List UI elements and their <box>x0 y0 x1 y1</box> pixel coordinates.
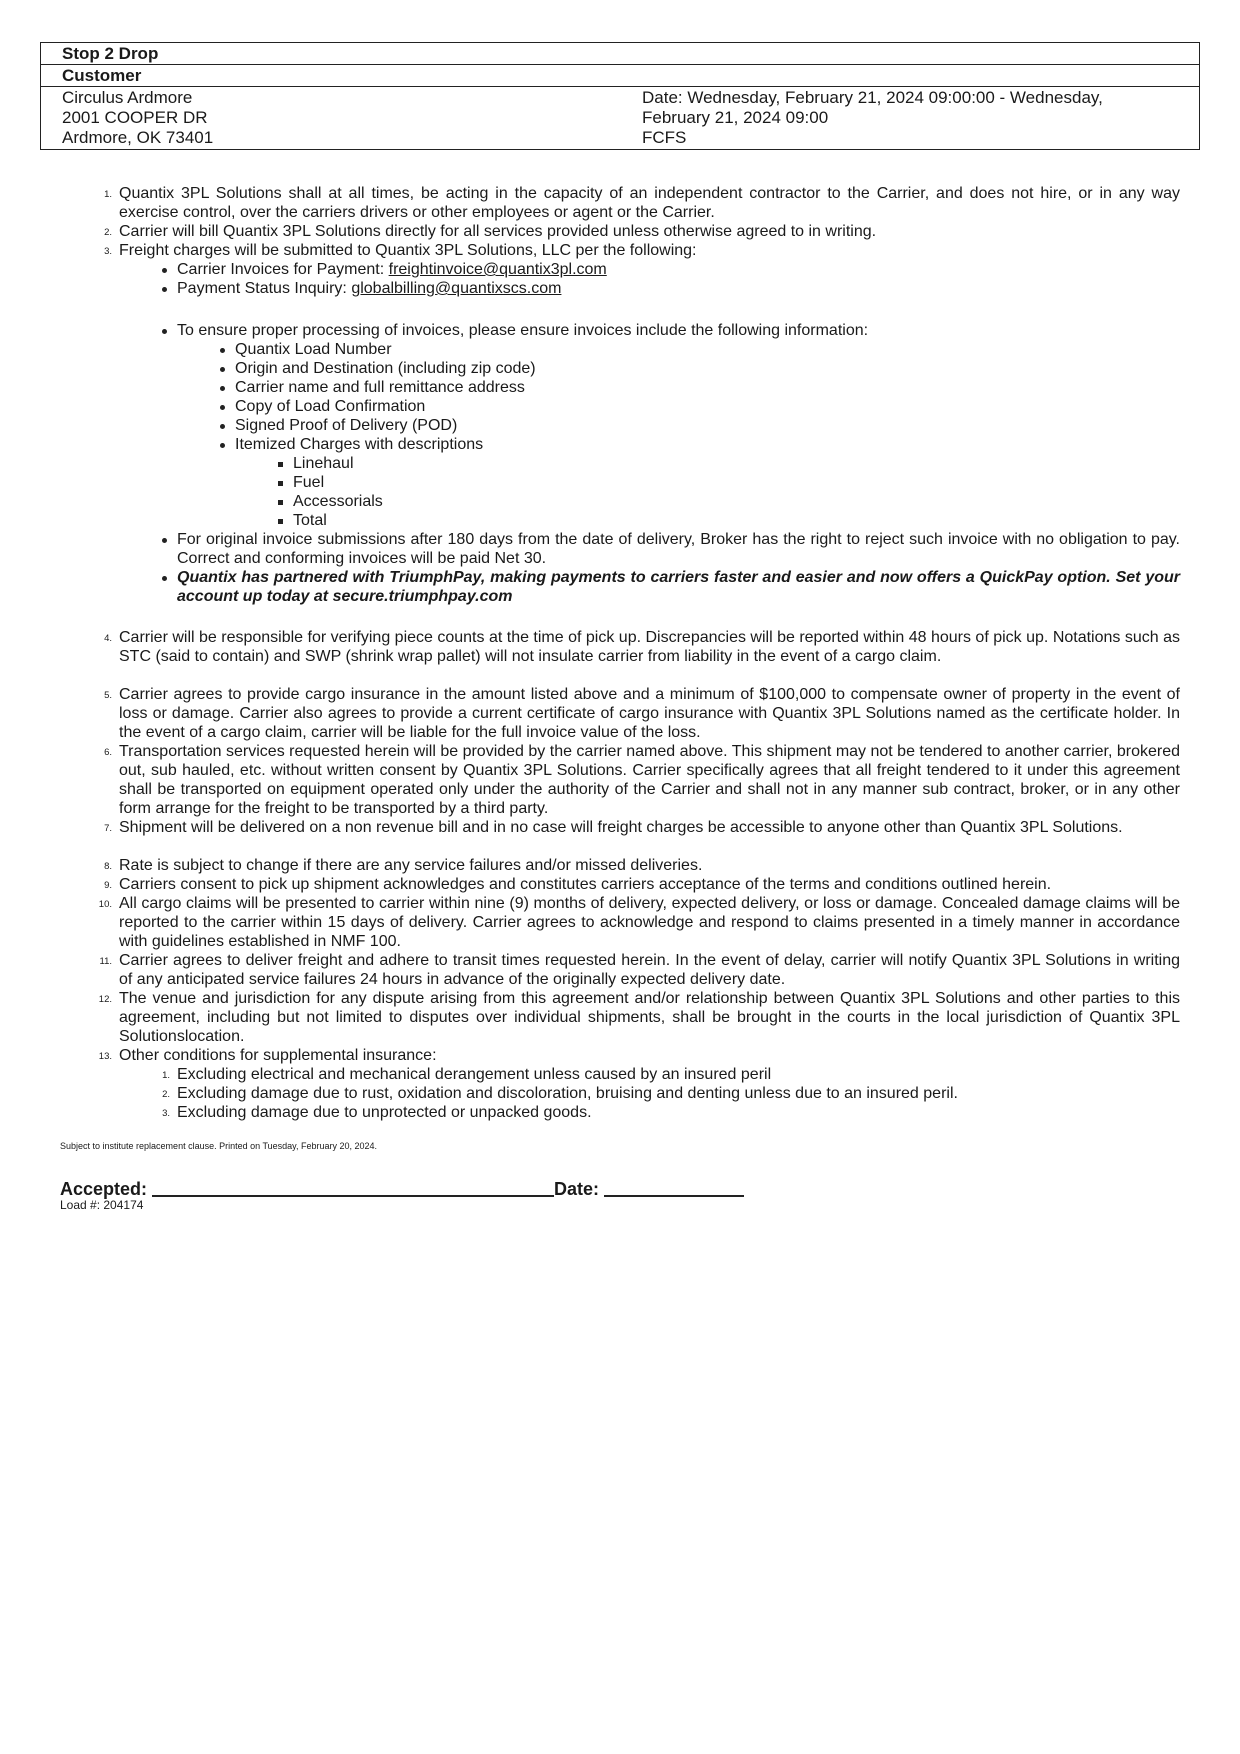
term-number: 4. <box>104 633 112 644</box>
term-text: All cargo claims will be presented to carrier within nine (9) months of delivery, expected delivery, or loss or damage. Concealed damage claims will be reported to the carrier within 15 days of delivery. Carrier agrees to acknowledge and respond to claims presented in a timely manner in accordance with guidelines established in NMF 100. <box>119 895 1180 950</box>
term-number: 5. <box>104 690 112 701</box>
bullet <box>220 348 225 353</box>
term-text: Freight charges will be submitted to Quantix 3PL Solutions, LLC per the following: <box>119 242 697 259</box>
appointment-type: FCFS <box>642 128 687 147</box>
address-line-1: 2001 COOPER DR <box>62 108 208 127</box>
bullet <box>162 329 167 334</box>
bullet <box>220 424 225 429</box>
term-text: Shipment will be delivered on a non revenue bill and in no case will freight charges be accessible to anyone other than Quantix 3PL Solutions. <box>119 819 1123 836</box>
term-text: Carrier agrees to deliver freight and adhere to transit times requested herein. In the event of delay, carrier will notify Quantix 3PL Solutions in writing of any anticipated service failures 24 hours in advance of the originally expected delivery date. <box>119 952 1180 988</box>
section-heading: Customer <box>41 65 1199 87</box>
term-number: 10. <box>98 899 112 910</box>
sub-number: 2. <box>162 1089 170 1100</box>
term-text: Carrier will bill Quantix 3PL Solutions directly for all services provided unless otherwise agreed to in writing. <box>119 223 877 240</box>
date-line-2: February 21, 2024 09:00 <box>642 108 829 127</box>
term-text: Quantix 3PL Solutions shall at all times, be acting in the capacity of an independent contractor to the Carrier, and does not hire, or in any way exercise control, over the carriers drivers or other employees or agent or the Carrier. <box>119 185 1180 221</box>
term-number: 3. <box>104 246 112 257</box>
charge-item: Linehaul <box>293 455 354 472</box>
invoice-email-link[interactable]: freightinvoice@quantix3pl.com <box>388 261 607 278</box>
term-text: The venue and jurisdiction for any dispute arising from this agreement and/or relationship between Quantix 3PL Solutions and other parties to this agreement, including but not limited to disputes over individual shipments, shall be brought in the courts in the local jurisdiction of Quantix 3PL Solutionslocation. <box>119 990 1180 1045</box>
insurance-condition: Excluding damage due to rust, oxidation and discoloration, bruising and denting unless due to an insured peril. <box>177 1085 958 1102</box>
customer-name: Circulus Ardmore <box>62 88 193 107</box>
charge-item: Fuel <box>293 474 325 491</box>
info-item: Carrier name and full remittance address <box>235 379 525 396</box>
invoice-contact <box>177 260 607 279</box>
status-label: Payment Status Inquiry: <box>177 280 352 297</box>
sub-number: 1. <box>162 1070 170 1081</box>
bullet <box>278 462 283 467</box>
info-item: Quantix Load Number <box>235 341 392 358</box>
signature-field[interactable] <box>152 1194 554 1197</box>
original-invoice-text: For original invoice submissions after 180 days from the date of delivery, Broker has the right to reject such invoice with no obligation to pay. Correct and conforming invoices will be paid Net 30. <box>177 531 1180 567</box>
bullet <box>162 287 167 292</box>
bullet <box>220 443 225 448</box>
term-number: 12. <box>98 994 112 1005</box>
info-item: Copy of Load Confirmation <box>235 398 426 415</box>
term-number: 2. <box>104 227 112 238</box>
term-number: 7. <box>104 823 112 834</box>
bullet <box>220 405 225 410</box>
customer-address <box>62 88 642 148</box>
term-number: 13. <box>98 1051 112 1062</box>
stop-table <box>40 42 1200 150</box>
address-line-2: Ardmore, OK 73401 <box>62 128 214 147</box>
term-text: Carrier will be responsible for verifying piece counts at the time of pick up. Discrepancies will be reported within 48 hours of pick up. Notations such as STC (said to contain) and SWP (shrink wrap pallet) will not insulate carrier from liability in the event of a cargo claim. <box>119 629 1180 665</box>
term-text: Other conditions for supplemental insurance: <box>119 1047 437 1064</box>
invoice-label: Carrier Invoices for Payment: <box>177 261 389 278</box>
ensure-text: To ensure proper processing of invoices, please ensure invoices include the following information: <box>177 322 869 339</box>
status-email-link[interactable]: globalbilling@quantixscs.com <box>351 280 562 297</box>
term-text: Transportation services requested herein will be provided by the carrier named above. This shipment may not be tendered to another carrier, brokered out, sub hauled, etc. without written consent by Quantix 3PL Solutions. Carrier specifically agrees that all freight tendered to it under this agreement shall be transported on equipment operated only under the authority of the Carrier and shall not in any manner sub contract, broker, or in any other form arrange for the freight to be transported by a third party. <box>119 743 1181 817</box>
date-field[interactable] <box>604 1194 744 1197</box>
term-number: 8. <box>104 861 112 872</box>
charge-item: Total <box>293 512 327 529</box>
term-number: 6. <box>104 747 112 758</box>
bullet <box>278 481 283 486</box>
bullet <box>162 576 167 581</box>
triumphpay-notice: Quantix has partnered with TriumphPay, making payments to carriers faster and easier and now offers a QuickPay option. Set your account up today at secure.triumphpay.com <box>177 569 1180 605</box>
term-number: 1. <box>104 189 112 200</box>
info-item: Origin and Destination (including zip code) <box>235 360 536 377</box>
term-text: Rate is subject to change if there are any service failures and/or missed deliveries. <box>119 857 703 874</box>
term-text: Carrier agrees to provide cargo insurance in the amount listed above and a minimum of $100,000 to compensate owner of property in the event of loss or damage. Carrier also agrees to provide a current certificate of cargo insurance with Quantix 3PL Solutions named as the certificate holder. In the event of a cargo claim, carrier will be liable for the full invoice value of the loss. <box>119 686 1180 741</box>
term-text: Carriers consent to pick up shipment acknowledges and constitutes carriers acceptance of the terms and conditions outlined herein. <box>119 876 1052 893</box>
stop-title: Stop 2 Drop <box>41 43 1199 65</box>
accepted-label: Accepted: <box>60 1179 148 1199</box>
term-number: 11. <box>99 956 112 967</box>
term-number: 9. <box>104 880 112 891</box>
stop-details <box>41 87 1199 149</box>
bullet <box>162 538 167 543</box>
insurance-condition: Excluding damage due to unprotected or unpacked goods. <box>177 1104 592 1121</box>
fine-print: Subject to institute replacement clause. Printed on Tuesday, February 20, 2024. <box>60 1141 378 1151</box>
signature-line <box>60 1179 744 1200</box>
bullet <box>278 500 283 505</box>
delivery-window <box>642 88 1182 148</box>
date-line-1: Date: Wednesday, February 21, 2024 09:00:00 - Wednesday, <box>642 88 1103 107</box>
insurance-condition: Excluding electrical and mechanical derangement unless caused by an insured peril <box>177 1066 772 1083</box>
bullet <box>162 268 167 273</box>
charge-item: Accessorials <box>293 493 383 510</box>
info-item: Itemized Charges with descriptions <box>235 436 484 453</box>
bullet <box>220 386 225 391</box>
bullet <box>220 367 225 372</box>
sub-number: 3. <box>162 1108 170 1119</box>
date-label: Date: <box>554 1179 600 1199</box>
status-contact <box>177 279 561 298</box>
bullet <box>278 519 283 524</box>
load-number: Load #: 204174 <box>60 1198 144 1212</box>
info-item: Signed Proof of Delivery (POD) <box>235 417 458 434</box>
